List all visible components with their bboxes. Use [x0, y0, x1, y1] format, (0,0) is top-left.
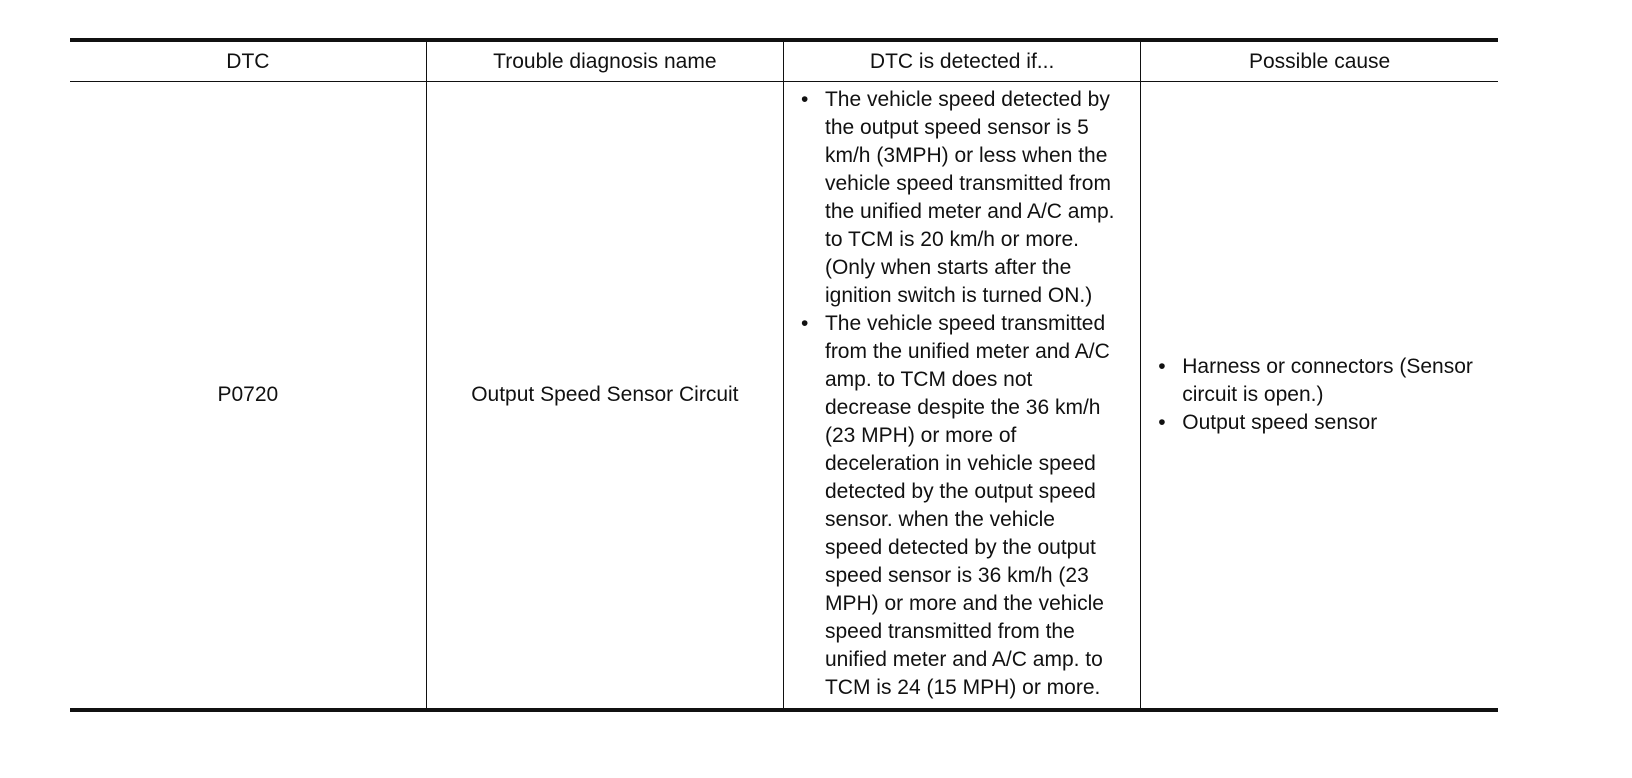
table-body: [70, 82, 1498, 711]
condition-list: [800, 86, 1118, 702]
cause-item: • Harness or connectors (Sensor circuit is open.): [1157, 353, 1488, 409]
table-header: [70, 40, 1498, 82]
cause-item: • Output speed sensor: [1157, 409, 1488, 437]
detection-condition-cell: [783, 82, 1140, 711]
header-row: [70, 40, 1498, 82]
table-row: [70, 82, 1498, 711]
diagnosis-name-cell: Output Speed Sensor Circuit: [426, 82, 783, 711]
header-dtc-detected-if: DTC is detected if...: [783, 40, 1140, 82]
header-trouble-diagnosis-name: Trouble diagnosis name: [426, 40, 783, 82]
dtc-table: [70, 38, 1498, 712]
possible-cause-cell: [1141, 82, 1498, 711]
dtc-code-cell: P0720: [217, 383, 279, 406]
condition-item: • The vehicle speed transmitted from the unified meter and A/C amp. to TCM does not decrease despite the 36 km/h (23 MPH) or more of deceleration in vehicle speed detected by the output speed sensor. when the vehicle speed detected by the output speed sensor is 36 km/h (23 MPH) or more and the vehicle speed transmitted from the unified meter and A/C amp. to TCM is 24 (15 MPH) or more.: [800, 310, 1118, 702]
header-possible-cause: Possible cause: [1141, 40, 1498, 82]
cause-list: [1157, 353, 1488, 437]
header-dtc: DTC: [226, 49, 270, 73]
condition-item: • The vehicle speed detected by the output speed sensor is 5 km/h (3MPH) or less when the vehicle speed transmitted from the unified meter and A/C amp. to TCM is 20 km/h or more. (Only when starts after the ignition switch is turned ON.): [800, 86, 1118, 310]
